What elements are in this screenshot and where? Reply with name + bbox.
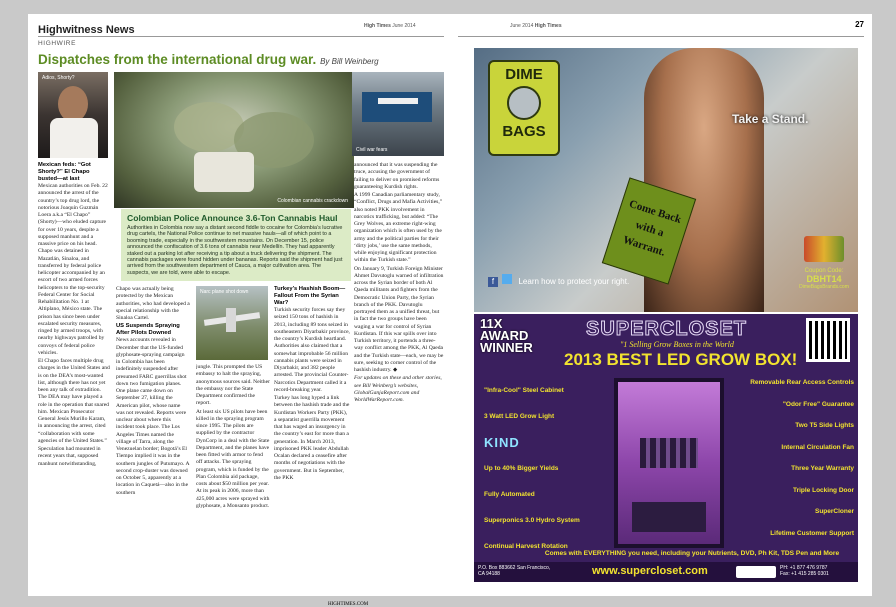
feature-left-1: "Infra-Cool" Steel Cabinet [484, 387, 564, 394]
supercloset-bottom-bar [474, 562, 858, 582]
col5-para-1: announced that it was suspending the truce, accusing the government of failing to deliver on promised reforms guaranteeing Kurdish rights. [354, 162, 440, 190]
qr-code[interactable] [806, 318, 850, 362]
pullbox-body: Authorities in Colombia now say a distant second fiddle to cocaine for Colombia’s lucrative drug cartels, the National Police continue to net massive hauls—all of which point to a booming trade, especially in the southwestern mountains. On December 15, police announced the confiscation of 3.6 tons of cannabis near Medellín. They had apparently staked out a parking lot after receiving a tip about a truck delivering the shipment. The cannabis packages were found hidden under bananas. Reports said the shipment had just arrived from the southwestern department of Cauca, a major cultivation area. The suspects, we are told, were able to escape. [127, 225, 343, 276]
feature-right-2: "Odor Free" Guarantee [782, 400, 854, 408]
supercloset-ad [474, 314, 858, 582]
col2-para-2: News accounts revealed in December that the US-funded glyphosate-spraying campaign in Colombia has been indefinitely suspended after presumed FARC guerrillas shot down two fumigation planes. One plane came down on September 27, killing the American pilot, whose name was not revealed. Reports were unclear about where this incident took place. The Los Angeles Times named the village of Tarra, along the Venezuelan border; Bogotá’s El Tiempo implied it was in the southern jungles of Putumayo. A second crop-duster was downed on October 5, apparently at a location in Caquetá—also in the southern [116, 337, 190, 496]
col1-para-1: Mexican authorities on Feb. 22 announced the arrest of the country’s top drug lord, the notorious Joaquín Guzmán Loera a.k.a “El Chapo” (Shorty)—who eluded capture for over 10 years, despite a supposed manhunt and a massive price on his head. Chapo was detained in Mazatlán, Sinaloa, and transferred by federal police helicopter accompanied by an escort of two armed forces helicopters to the top-security Federal Center for Social Rehabilitation No. 1 at Altiplano, México state. The prison has since been under escalated security measures, ringed by armed troops, with nearby highways patrolled by convoys of federal police vehicles. [38, 183, 108, 356]
column-5 [354, 162, 444, 592]
column-1 [38, 162, 110, 592]
supercloset-brand: SUPERCLOSET [586, 318, 748, 340]
right-header-magazine: High Times [534, 23, 562, 29]
dime-bags-ad [474, 48, 858, 312]
cannabis-bales-photo [114, 72, 354, 208]
supercloset-phone-2: Fax: +1 415 285 0301 [780, 571, 829, 577]
col4-heading: Turkey’s Hashish Boom—Fallout From the Syrian War? [274, 286, 346, 306]
col1-heading: Mexican feds: “Got Shorty?” El Chapo busted—at last [38, 162, 91, 182]
feature-right-1: Removable Rear Access Controls [750, 379, 854, 386]
dime-bags-brand-1: DIME [505, 66, 543, 83]
social-row [488, 274, 629, 287]
column-4 [274, 286, 350, 592]
dime-bags-brand-2: BAGS [502, 123, 546, 140]
feature-left-3: Up to 40% Bigger Yields [484, 465, 559, 472]
pullbox-title: Colombian Police Announce 3.6-Ton Cannabis Haul [127, 213, 338, 223]
col1-para-2: El Chapo faces multiple drug charges in the United States and is on the DEA’s most-wanted list, although there has not yet been any talk of extradition. The DEA may have played a role in the operation that snared him. Mexican Prosecutor General Jesús Murillo Karam, in announcing the arrest, cited “collaboration with some agencies of the United States.” [38, 358, 110, 444]
section-logo: Highwitness News [38, 24, 135, 36]
dime-bags-product-photo [804, 236, 844, 262]
supercloset-phone-1: PH: +1 877 476 9787 [780, 565, 828, 571]
feature-right-8: Lifetime Customer Support [770, 529, 854, 537]
supercloset-phones [780, 565, 829, 577]
coupon-block [794, 268, 854, 290]
social-caption: Learn how to protect your right. [518, 277, 630, 286]
warrant-text: Come Back with a Warrant. [621, 197, 683, 259]
col2-para-1: Chapo was actually being protected by the Mexican authorities, who had developed a special relationship with the Sinaloa Cartel. [116, 286, 190, 321]
bales-caption: Colombian cannabis crackdown [277, 198, 348, 204]
col5-para-4: For updates on these and other stories, see Bill Weinberg’s websites, GlobalGanjaReport.com and WorldWarReport.com. [354, 375, 442, 403]
dime-tagline: Take a Stand. [732, 112, 809, 126]
left-page [28, 14, 452, 607]
feature-right-5: Three Year Warranty [791, 465, 854, 472]
feature-right-7: SuperCloner [814, 508, 854, 515]
col5-para-2: A 1999 Canadian parliamentary study, “Conflict, Drugs and Mafia Activities,” also noted PKK involvement in narcotics trafficking, but added: “The Grey Wolves, an extreme right-wing organization which is often used by the army and the political parties for their ‘dirty jobs,’ use the same methods, while enjoying significant protection within the Turkish state.” [354, 192, 443, 264]
right-header [458, 20, 864, 34]
feature-right-6: Triple Locking Door [792, 486, 854, 494]
twitter-icon[interactable] [502, 274, 512, 284]
features-right [730, 372, 854, 544]
col3-para-2: At least six US pilots have been killed in the spraying program since 1995. The pilots are supplied by the contractor DynCorp in a deal with the State Department, and the planes have been fitted with armor to fend off attacks. The spraying program, which is funded by the Plan Colombia aid package, costs about $50 million per year. At its peak in 2006, more than 425,000 acres were sprayed with glyphosate, a Monsanto product. [196, 408, 270, 509]
facebook-icon[interactable]: f [488, 277, 498, 287]
feature-left-2: 3 Watt LED Grow Light [484, 413, 555, 420]
coupon-label: Coupon Code: [804, 268, 844, 274]
payment-badges [736, 566, 776, 578]
column-3 [196, 364, 270, 592]
dime-bags-logo [488, 60, 560, 156]
col1-para-3: Speculation had mounted in recent years that, supposed manhunt notwithstanding, [38, 446, 101, 467]
plane-caption: Narc plane shot down [200, 289, 249, 295]
col4-para-1: Turkish security forces say they seized 150 tons of hashish in 2013, including 89 tons seized in southeastern Diyarbakir province, the country’s Kurdish heartland. Authorities also claimed that a somewhat improbable 56 million cannabis plants were seized in Diyarbakir, and 382 people arrested. The provincial Counter-Narcotics Department called it a record-breaking year. [274, 307, 350, 393]
page-headline [38, 52, 379, 67]
supercloset-url[interactable]: www.supercloset.com [592, 565, 708, 577]
feature-right-3: Two T5 Side Lights [795, 422, 854, 429]
coupon-code: DBHT14 [806, 274, 842, 284]
feature-left-4: Fully Automated [484, 491, 535, 498]
dime-coin [507, 86, 541, 120]
supercloset-footer-text: Comes with EVERYTHING you need, including your Nutrients, DVD, Ph Kit, TDS Pen and More [544, 550, 840, 557]
supercloset-headline: 2013 BEST LED GROW BOX! [564, 350, 798, 369]
kind-logo: KIND [484, 435, 520, 450]
features-left [484, 378, 610, 560]
col3-para-1: jungle. This prompted the US embassy to halt the spraying, anonymous sources said. Neither the embassy nor the State Department confirmed the report. [196, 364, 270, 407]
chapo-caption: Adios, Shorty? [42, 75, 75, 81]
col5-para-3: On January 9, Turkish Foreign Minister Ahmet Davutoglu warned of infiltration across the Syrian border of both Al Qaeda militants and fighters from the Democratic Union Party, the Syrian branch of the PKK. Davutoglu portrayed them as a unified threat, but in fact the two groups have been waging a war for control of Syrian Kurdistan. If this war spills over into Turkish territory, it portends a three-way conflict among the PKK, Al Qaeda and the Turkish state—each, we may be sure, seeking to corner control of the hashish industry. ◆ [354, 265, 444, 373]
pullout-box [121, 209, 351, 281]
page-number: 27 [855, 20, 864, 29]
header-rule [38, 36, 444, 37]
turkey-photo [352, 72, 444, 156]
section-kicker: HIGHWIRE [38, 40, 77, 47]
award-text: 11X AWARD WINNER [480, 316, 533, 355]
left-header [38, 20, 444, 34]
left-footer: HIGHTIMES.COM [328, 602, 369, 607]
chapo-photo [38, 72, 108, 158]
supercloset-address: P.O. Box 883662 San Francisco, CA 94188 [478, 565, 551, 577]
plane-photo [196, 286, 268, 360]
feature-left-5: Superponics 3.0 Hydro System [484, 517, 580, 524]
col4-para-2: Turkey has long hyped a link between the hashish trade and the Kurdistan Workers Party (PKK), a separatist guerrilla movement that has waged an insurgency in the country’s east for more than a generation. In March 2013, imprisoned PKK leader Abdullah Ocalan declared a ceasefire after months of negotiations with the government. But in September, the PKK [274, 395, 350, 481]
right-header-issue-line [510, 23, 562, 29]
right-header-issue: June 2014 [510, 23, 534, 29]
header-issue: June 2014 [392, 23, 416, 29]
byline: By Bill Weinberg [320, 57, 379, 66]
headline-text: Dispatches from the international drug war. [38, 52, 317, 67]
supercloset-tagline: "1 Selling Grow Boxes in the World [620, 340, 734, 349]
turkey-caption: Civil war fears [356, 147, 388, 153]
header-issue-line [364, 23, 416, 29]
award-badge [480, 318, 532, 354]
right-header-rule [458, 36, 864, 37]
column-2 [116, 286, 190, 592]
col2-heading: US Suspends Spraying After Pilots Downed [116, 323, 180, 337]
feature-left-6: Continual Harvest Rotation [484, 543, 568, 550]
header-magazine: High Times [364, 23, 391, 29]
feature-right-4: Internal Circulation Fan [781, 443, 854, 451]
dime-url: DimeBagsBrands.com [799, 284, 849, 290]
right-page [448, 14, 872, 596]
grow-box-illustration [614, 378, 724, 548]
